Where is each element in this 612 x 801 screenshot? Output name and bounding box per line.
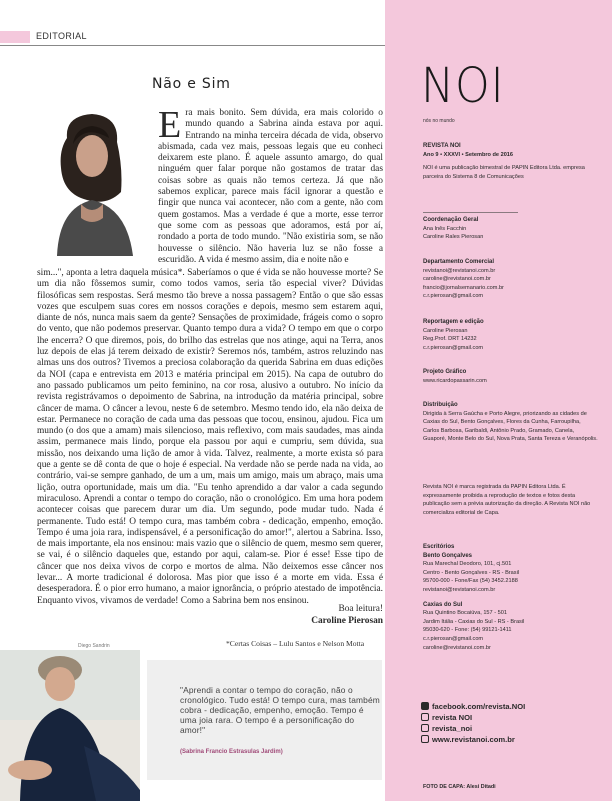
address-line: Rua Quintino Bocaiúva, 157 - 501 [423, 610, 507, 617]
instagram-link[interactable] [421, 712, 525, 723]
quote-attribution: (Sabrina Francio Estrasulas Jardim) [180, 749, 283, 755]
logo-tagline: nós no mundo [423, 118, 455, 124]
about-text: NOI é uma publicação bimestral de PAPIN Editora Ltda. empresa parceira do Sistema 8 de Comunicações [423, 165, 585, 180]
article-body: sim...", aponta a letra daquela música*. Saberíamos o que é vida se não houvesse morte? Se um dia não fôssemos sumir, como todos vamos, seria tão especial viver? Dúvidas filosóficas sem respostas. Será mesmo tão breve a nossa passagem? Então o que são essas vozes que esculpem suas cores em nossos corações e depois, mesmo sem estarem aqui, diante de nós, nunca mais saem da gente? Sensações de proximidade, frágeis como o sopro do vento, que não podemos preservar. Quanto tempo dura a vida? O tempo em que o corpo lhe encerra? O que diremos, pois, do brilho das estrelas que nos atinge, aqui na Terra, anos luz depois de elas já terem deixado de existir? Seremos nós, também, astros reluzindo nas almas uns dos outros? Tivemos a preciosa colaboração da querida Sabrina em duas edições da NOI (capa e entrevista em 2013 e matéria principal em 2015). Na capa de outubro do ano passado publicamos um peito feminino, na cor rosa, alusivo a outubro. No início da revista registrávamos o depoimento de Sabrina, na introdução da matéria principal, sobre câncer de mama. O câncer a levou, neste 6 de setembro. Mesmo tendo ido, ela não deixa de estar. Permanece no coração de cada uma das pessoas que tocou, ensinou, ajudou. Fica um mundo (o dos que a amam) mais silencioso, mais reflexivo, com mais saudades, mas ainda assim, permanece mais lindo, porque ela passou por aqui e cumpriu, sem dúvida, sua missão, nos deixando uma lição de amor à vida. Talvez, realmente, a morte exista só para que a gente se dê conta de que o hoje é especial. Na verdade não se perde nada na vida, ao contrário, vai-se sempre ganhado, de um a um, mais um amigo, mais um abraço, mais uma lição, outra oportunidade, mais um dia. "Eu tenho aprendido a dar valor a cada segundo miraculoso. Aprendi a contar o tempo do coração, não o cronológico. Em uma hora podem acontecer coisas que parecem durar um dia. Um segundo, pode mudar tudo. Nada é permanente. Tudo está! O tempo cura, mas também cobra - dedicação, empenho, emoção. Tempo é uma joia rara, indispensável, é a personificação do amor!", alertou a Sabrina. Isso, de mais importante, ela nos ensinou: mais vazio que o silêncio de quem, mesmo sem querer, se vai, é o silêncio daqueles que, estando por aqui, calam-se. Pior é esse! Esse tipo de câncer que nos deixa vivos de corpo e mortos de alma. Não deixemos esse câncer nos levar... A morte tradicional é dolorosa. Mas pior que isso é a morte em vida. Essa é desesperadora. É o pior erro humano, a maior ignorância, o próprio atestado de impotência. Enquanto vivos, vivamos de verdade! Como a Sabrina bem nos ensinou. [37, 268, 383, 606]
address-line: Centro - Bento Gonçalves - RS - Brasil [423, 569, 520, 576]
coordination-block [423, 216, 598, 242]
header-divider [0, 45, 385, 46]
distribution-text: Dirigida à Serra Gaúcha e Porto Alegre, priorizando as cidades de Caxias do Sul, Bento Gonçalves, Flores da Cunha, Farroupilha, Carlos Barbosa, Garibaldi, Antônio Prado, Gramado, Canela, Guaporé, Monte Belo do Sul, Nova Prata, Santa Tereza e Veranópolis. [423, 410, 598, 443]
website-link[interactable] [421, 734, 525, 745]
address-line: Rua Marechal Deodoro, 101, cj.501 [423, 561, 512, 568]
email-link[interactable]: caroline@revistanoi.com.br [423, 276, 491, 283]
distribution-title: Distribuição [423, 402, 458, 408]
cover-photo-credit: FOTO DE CAPA: Alesi Ditadi [423, 784, 496, 790]
facebook-label: facebook.com/revista.NOI [432, 702, 526, 711]
instagram-label: revista NOI [432, 713, 473, 722]
design-block [423, 368, 598, 385]
email-link[interactable]: c.r.pierosan@gmail.com [423, 344, 484, 351]
design-title: Projeto Gráfico [423, 369, 467, 375]
subject-photo [0, 650, 140, 801]
website-link[interactable]: www.ricardopassarin.com [423, 377, 487, 384]
phone-line: 95700-000 - Fone/Fax (54) 3452.2188 [423, 578, 518, 585]
email-link[interactable]: revistanoi@revistanoi.com.br [423, 586, 496, 593]
facebook-icon [421, 702, 429, 710]
section-marker [0, 31, 30, 43]
section-label: EDITORIAL [36, 31, 87, 41]
website-label: www.revistanoi.com.br [432, 735, 515, 744]
footnote: *Certas Coisas – Lulu Santos e Nelson Motta [226, 639, 365, 648]
email-link[interactable]: francio@jornalsemanario.com.br [423, 284, 504, 291]
pull-quote: "Aprendi a contar o tempo do coração, não o cronológico. Tudo está! O tempo cura, mas também cobra - dedicação, empenho, emoção. Tempo é uma joia rara. O tempo é a personificação do amor!" [180, 685, 380, 735]
coordination-title: Coordenação Geral [423, 217, 479, 223]
author-name: Caroline Pierosan [311, 615, 383, 626]
facebook-link[interactable] [421, 701, 525, 712]
divider [423, 212, 518, 213]
intro-paragraph: ra mais bonito. Sem dúvida, era mais colorido o mundo quando a Sabrina ainda estava por aqui. Entrando na minha terceira década de vida, observo abismada, cada vez mais, pessoas legais que eu conheci deixarem este plano. É aquele assunto amargo, do qual ninguém quer falar porque não gostamos de tratar das coisas sobre as quais não temos certeza. Já que não sabemos explicar, parece mais fácil ignorar a questão e fingir que nunca vai acontecer, não com a gente, não com quem gostamos. Mas a verdade é que a morte, esse terror que some com as pessoas que adoramos, está por aí, rondado a porta de todo mundo. "Não existiria som, se não houvesse o silêncio. Não haveria luz se não fosse a escuridão. A vida é mesmo assim, dia e noite não e [158, 108, 383, 265]
closing-line: Boa leitura! [338, 604, 383, 614]
caxias-title: Caxias do Sul [423, 601, 463, 608]
legal-notice: Revista NOI é marca registrada da PAPIN Editora Ltda. É expressamente proibida a reprodução de textos e fotos desta publicação sem a prévia autorização da direção. A Revista NOI não comercializa editorial de Capa. [423, 484, 591, 516]
email-link[interactable]: revistanoi@revistanoi.com.br [423, 267, 496, 274]
reporter-name: Caroline Pierosan [423, 327, 468, 334]
snapchat-label: revista_noi [432, 724, 473, 733]
address-line: Jardim Itália - Caxias do Sul - RS - Brasil [423, 618, 525, 625]
photo-credit: Diego Sandrin [78, 643, 110, 649]
coordination-name: Caroline Rales Pierosan [423, 234, 484, 241]
article-intro [158, 104, 383, 266]
offices-block [423, 543, 598, 652]
author-portrait [37, 108, 147, 256]
issue-line: Ano 9 • XXXVI • Setembro de 2016 [423, 151, 514, 158]
article-title: Não e Sim [152, 76, 231, 92]
snapchat-link[interactable] [421, 723, 525, 734]
masthead-info [423, 142, 598, 181]
bento-title: Bento Gonçalves [423, 552, 473, 559]
snapchat-icon [421, 724, 429, 732]
distribution-block [423, 401, 598, 444]
email-link[interactable]: c.r.pierosan@gmail.com [423, 635, 484, 642]
reporting-title: Reportagem e edição [423, 319, 484, 325]
masthead-title: REVISTA NOI [423, 143, 461, 149]
reporter-reg: Reg.Prof. DRT 14232 [423, 336, 477, 343]
social-links [421, 701, 525, 745]
drop-cap: E [158, 104, 182, 146]
commercial-block [423, 258, 598, 301]
noi-logo: NOI [421, 58, 505, 114]
reporting-block [423, 318, 598, 352]
monitor-icon [421, 735, 429, 743]
phone-line: 95030-620 - Fone: (54) 99121-1411 [423, 627, 512, 634]
email-link[interactable]: c.r.pierosan@gmail.com [423, 293, 484, 300]
commercial-title: Departamento Comercial [423, 259, 495, 265]
email-link[interactable]: caroline@revistanoi.com.br [423, 644, 491, 651]
instagram-icon [421, 713, 429, 721]
signoff [311, 604, 383, 627]
coordination-name: Ana Inês Facchin [423, 225, 467, 232]
offices-title: Escritórios [423, 544, 455, 550]
